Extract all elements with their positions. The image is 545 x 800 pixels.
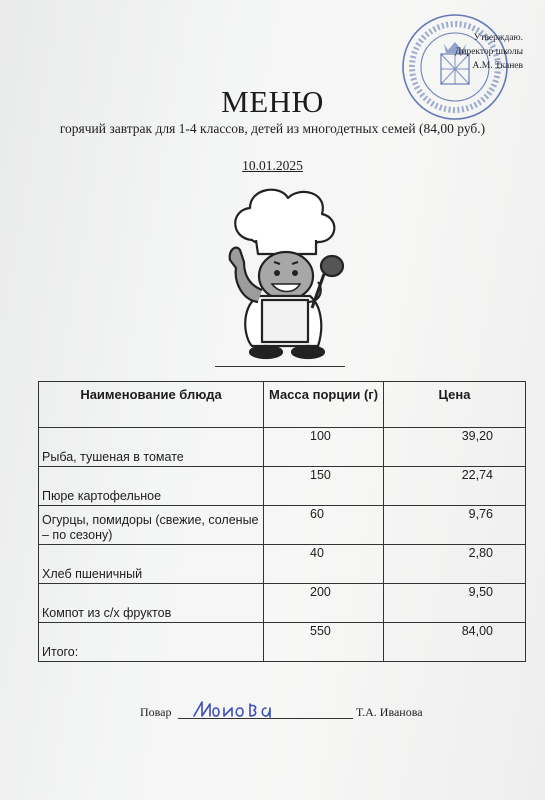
table-row xyxy=(39,506,526,545)
menu-date xyxy=(0,158,545,174)
menu-date-value: 10.01.2025 xyxy=(242,158,303,173)
dish-name: Хлеб пшеничный xyxy=(42,567,143,581)
dish-mass: 40 xyxy=(310,546,324,560)
table-row xyxy=(39,467,526,506)
table-header-row xyxy=(39,382,526,428)
total-mass: 550 xyxy=(310,624,331,638)
page-subtitle: горячий завтрак для 1-4 классов, детей из многодетных семей (84,00 руб.) xyxy=(59,121,486,136)
dish-mass: 150 xyxy=(310,468,331,482)
table-row xyxy=(39,584,526,623)
table-row xyxy=(39,428,526,467)
dish-mass: 100 xyxy=(310,429,331,443)
cook-name: Т.А. Иванова xyxy=(356,705,423,719)
dish-mass: 60 xyxy=(310,507,324,521)
dish-mass: 200 xyxy=(310,585,331,599)
divider xyxy=(215,366,345,367)
approval-name: А.М. Тканев xyxy=(472,61,523,71)
handwritten-signature xyxy=(188,696,276,724)
menu-table xyxy=(38,381,526,662)
dish-price: 39,20 xyxy=(461,429,493,443)
dish-price: 22,74 xyxy=(461,468,493,482)
column-header-name: Наименование блюда xyxy=(39,382,264,428)
dish-name: Компот из с/х фруктов xyxy=(42,606,172,620)
total-price: 84,00 xyxy=(461,624,493,638)
table-row xyxy=(39,545,526,584)
dish-name: Рыба, тушеная в томате xyxy=(42,450,184,464)
dish-name: Огурцы, помидоры (свежие, соленые – по сезону) xyxy=(42,513,259,542)
approval-position: Директор школы xyxy=(454,47,523,57)
dish-price: 2,80 xyxy=(468,546,493,560)
dish-name: Пюре картофельное xyxy=(42,489,162,503)
chef-illustration xyxy=(200,178,360,368)
dish-price: 9,76 xyxy=(468,507,493,521)
column-header-price: Цена xyxy=(384,382,526,428)
column-header-mass: Масса порции (г) xyxy=(264,382,384,428)
cook-label: Повар xyxy=(140,705,172,719)
approval-line: Утверждаю. xyxy=(473,33,523,43)
approval-block xyxy=(455,31,523,73)
total-label: Итого: xyxy=(42,645,79,659)
page-title: МЕНЮ xyxy=(221,84,324,119)
dish-price: 9,50 xyxy=(468,585,493,599)
table-total-row xyxy=(39,623,526,662)
signature-underline xyxy=(178,718,353,719)
